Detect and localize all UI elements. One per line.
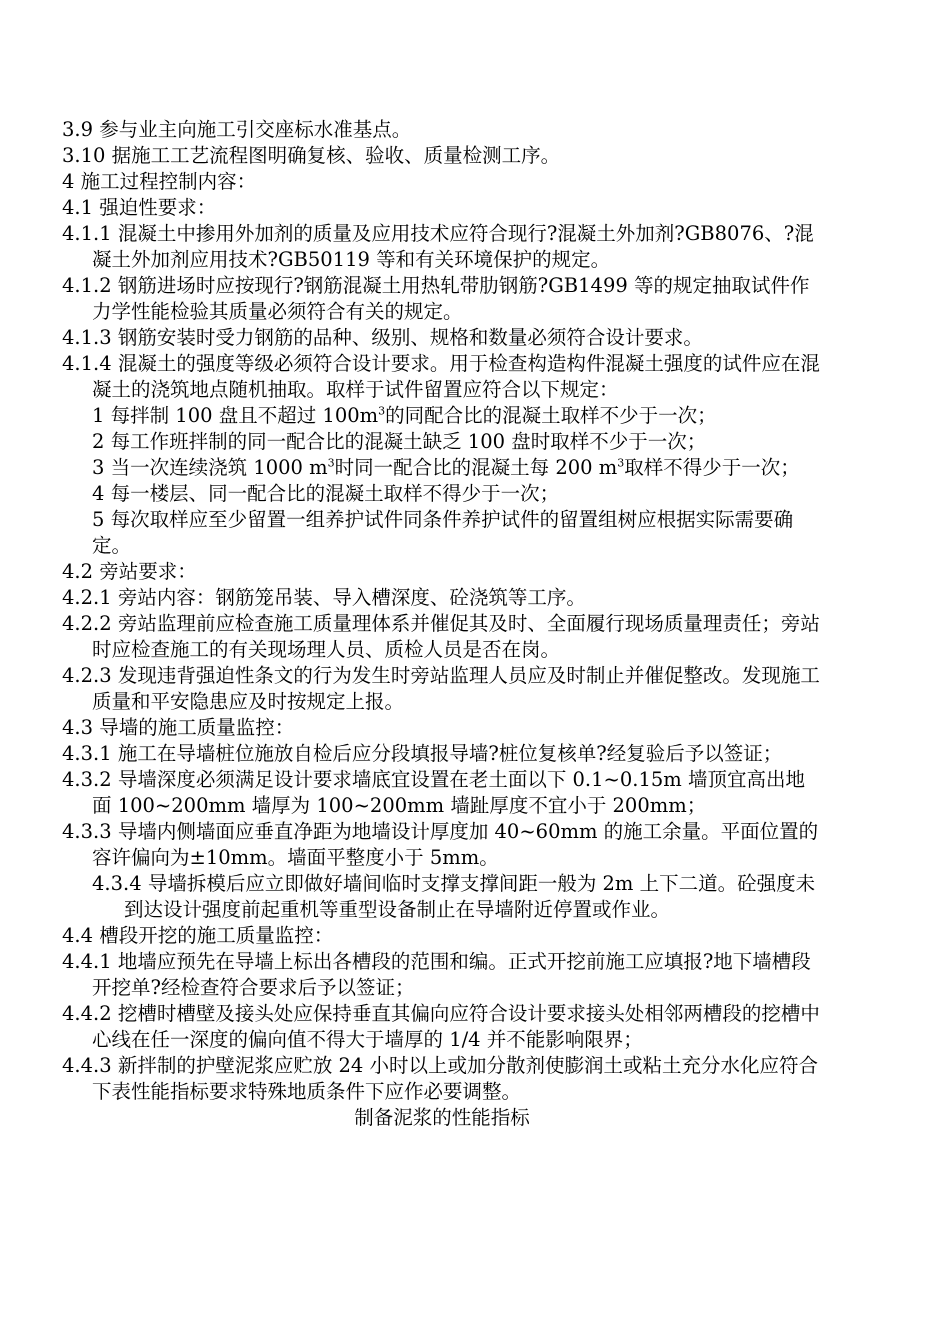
sampling-item-3-superscript-1: 3 [327, 456, 335, 470]
section-3-10: 3.10 据施工工艺流程图明确复核、验收、质量检测工序。 [62, 144, 561, 167]
document-body [62, 117, 822, 1131]
clause-4-1-4: 4.1.4 混凝土的强度等级必须符合设计要求。用于检查构造构件混凝土强度的试件应在混凝土的浇筑地点随机抽取。取样于试件留置应符合以下规定： [62, 352, 820, 401]
clause-4-4-2: 4.4.2 挖槽时槽壁及接头处应保持垂直其偏向应符合设计要求接头处相邻两槽段的挖槽中心线在任一深度的偏向值不得大于墙厚的 1/4 并不能影响限界； [62, 1002, 820, 1051]
sampling-item-2: 2 每工作班拌制的同一配合比的混凝土缺乏 100 盘时取样不少于一次； [92, 430, 707, 453]
sampling-item-1 [62, 403, 822, 429]
sampling-item-3-text-c: 取样不得少于一次； [624, 456, 800, 479]
clause-4-1-3: 4.1.3 钢筋安装时受力钢筋的品种、级别、规格和数量必须符合设计要求。 [62, 326, 703, 349]
section-4-3-heading: 4.3 导墙的施工质量监控： [62, 716, 295, 739]
sampling-item-3-superscript-2: 3 [617, 456, 625, 470]
sampling-item-5: 5 每次取样应至少留置一组养护试件同条件养护试件的留置组树应根据实际需要确定。 [92, 508, 794, 557]
sampling-item-3-text-a: 3 当一次连续浇筑 1000 m [92, 456, 328, 479]
table-caption: 制备泥浆的性能指标 [354, 1106, 530, 1129]
clause-4-3-2: 4.3.2 导墙深度必须满足设计要求墙底宜设置在老土面以下 0.1~0.15m 墙顶宜高出地面 100~200mm 墙厚为 100~200mm 墙趾厚度不宜小于 200mm； [62, 768, 805, 817]
clause-4-2-2: 4.2.2 旁站监理前应检查施工质量理体系并催促其及时、全面履行现场质量理责任；旁站时应检查施工的有关现场理人员、质检人员是否在岗。 [62, 612, 820, 661]
sampling-item-3-text-b: 时同一配合比的混凝土每 200 m [334, 456, 618, 479]
clause-4-4-3: 4.4.3 新拌制的护壁泥浆应贮放 24 小时以上或加分散剂使膨润土或粘土充分水化应符合下表性能指标要求特殊地质条件下应作必要调整。 [62, 1054, 819, 1103]
section-4-heading: 4 施工过程控制内容： [62, 170, 257, 193]
clause-4-3-4: 4.3.4 导墙拆模后应立即做好墙间临时支撑支撑间距一般为 2m 上下二道。砼强度未到达设计强度前起重机等重型设备制止在导墙附近停置或作业。 [92, 872, 816, 921]
sampling-item-1-text-b: 的同配合比的混凝土取样不少于一次； [385, 404, 717, 427]
section-4-2-heading: 4.2 旁站要求： [62, 560, 197, 583]
clause-4-2-3: 4.2.3 发现违背强迫性条文的行为发生时旁站监理人员应及时制止并催促整改。发现施工质量和平安隐患应及时按规定上报。 [62, 664, 820, 713]
clause-4-3-3: 4.3.3 导墙内侧墙面应垂直净距为地墙设计厚度加 40~60mm 的施工余量。平面位置的容许偏向为±10mm。墙面平整度小于 5mm。 [62, 820, 819, 869]
sampling-item-4: 4 每一楼层、同一配合比的混凝土取样不得少于一次； [92, 482, 560, 505]
sampling-item-3 [62, 455, 822, 481]
sampling-item-1-text-a: 1 每拌制 100 盘且不超过 100m [92, 404, 379, 427]
section-4-1-heading: 4.1 强迫性要求： [62, 196, 217, 219]
clause-4-4-1: 4.4.1 地墙应预先在导墙上标出各槽段的范围和编。正式开挖前施工应填报?地下墙槽段开挖单?经检查符合要求后予以签证； [62, 950, 811, 999]
clause-4-1-1: 4.1.1 混凝土中掺用外加剂的质量及应用技术应符合现行?混凝土外加剂?GB8076、?混凝土外加剂应用技术?GB50119 等和有关环境保护的规定。 [62, 222, 814, 271]
clause-4-3-1: 4.3.1 施工在导墙桩位施放自检后应分段填报导墙?桩位复核单?经复验后予以签证； [62, 742, 783, 765]
section-3-9: 3.9 参与业主向施工引交座标水准基点。 [62, 118, 412, 141]
clause-4-2-1: 4.2.1 旁站内容：钢筋笼吊装、导入槽深度、砼浇筑等工序。 [62, 586, 586, 609]
clause-4-1-2: 4.1.2 钢筋进场时应按现行?钢筋混凝土用热轧带肋钢筋?GB1499 等的规定抽取试件作力学性能检验其质量必须符合有关的规定。 [62, 274, 810, 323]
sampling-item-1-superscript: 3 [378, 404, 386, 418]
section-4-4-heading: 4.4 槽段开挖的施工质量监控： [62, 924, 334, 947]
